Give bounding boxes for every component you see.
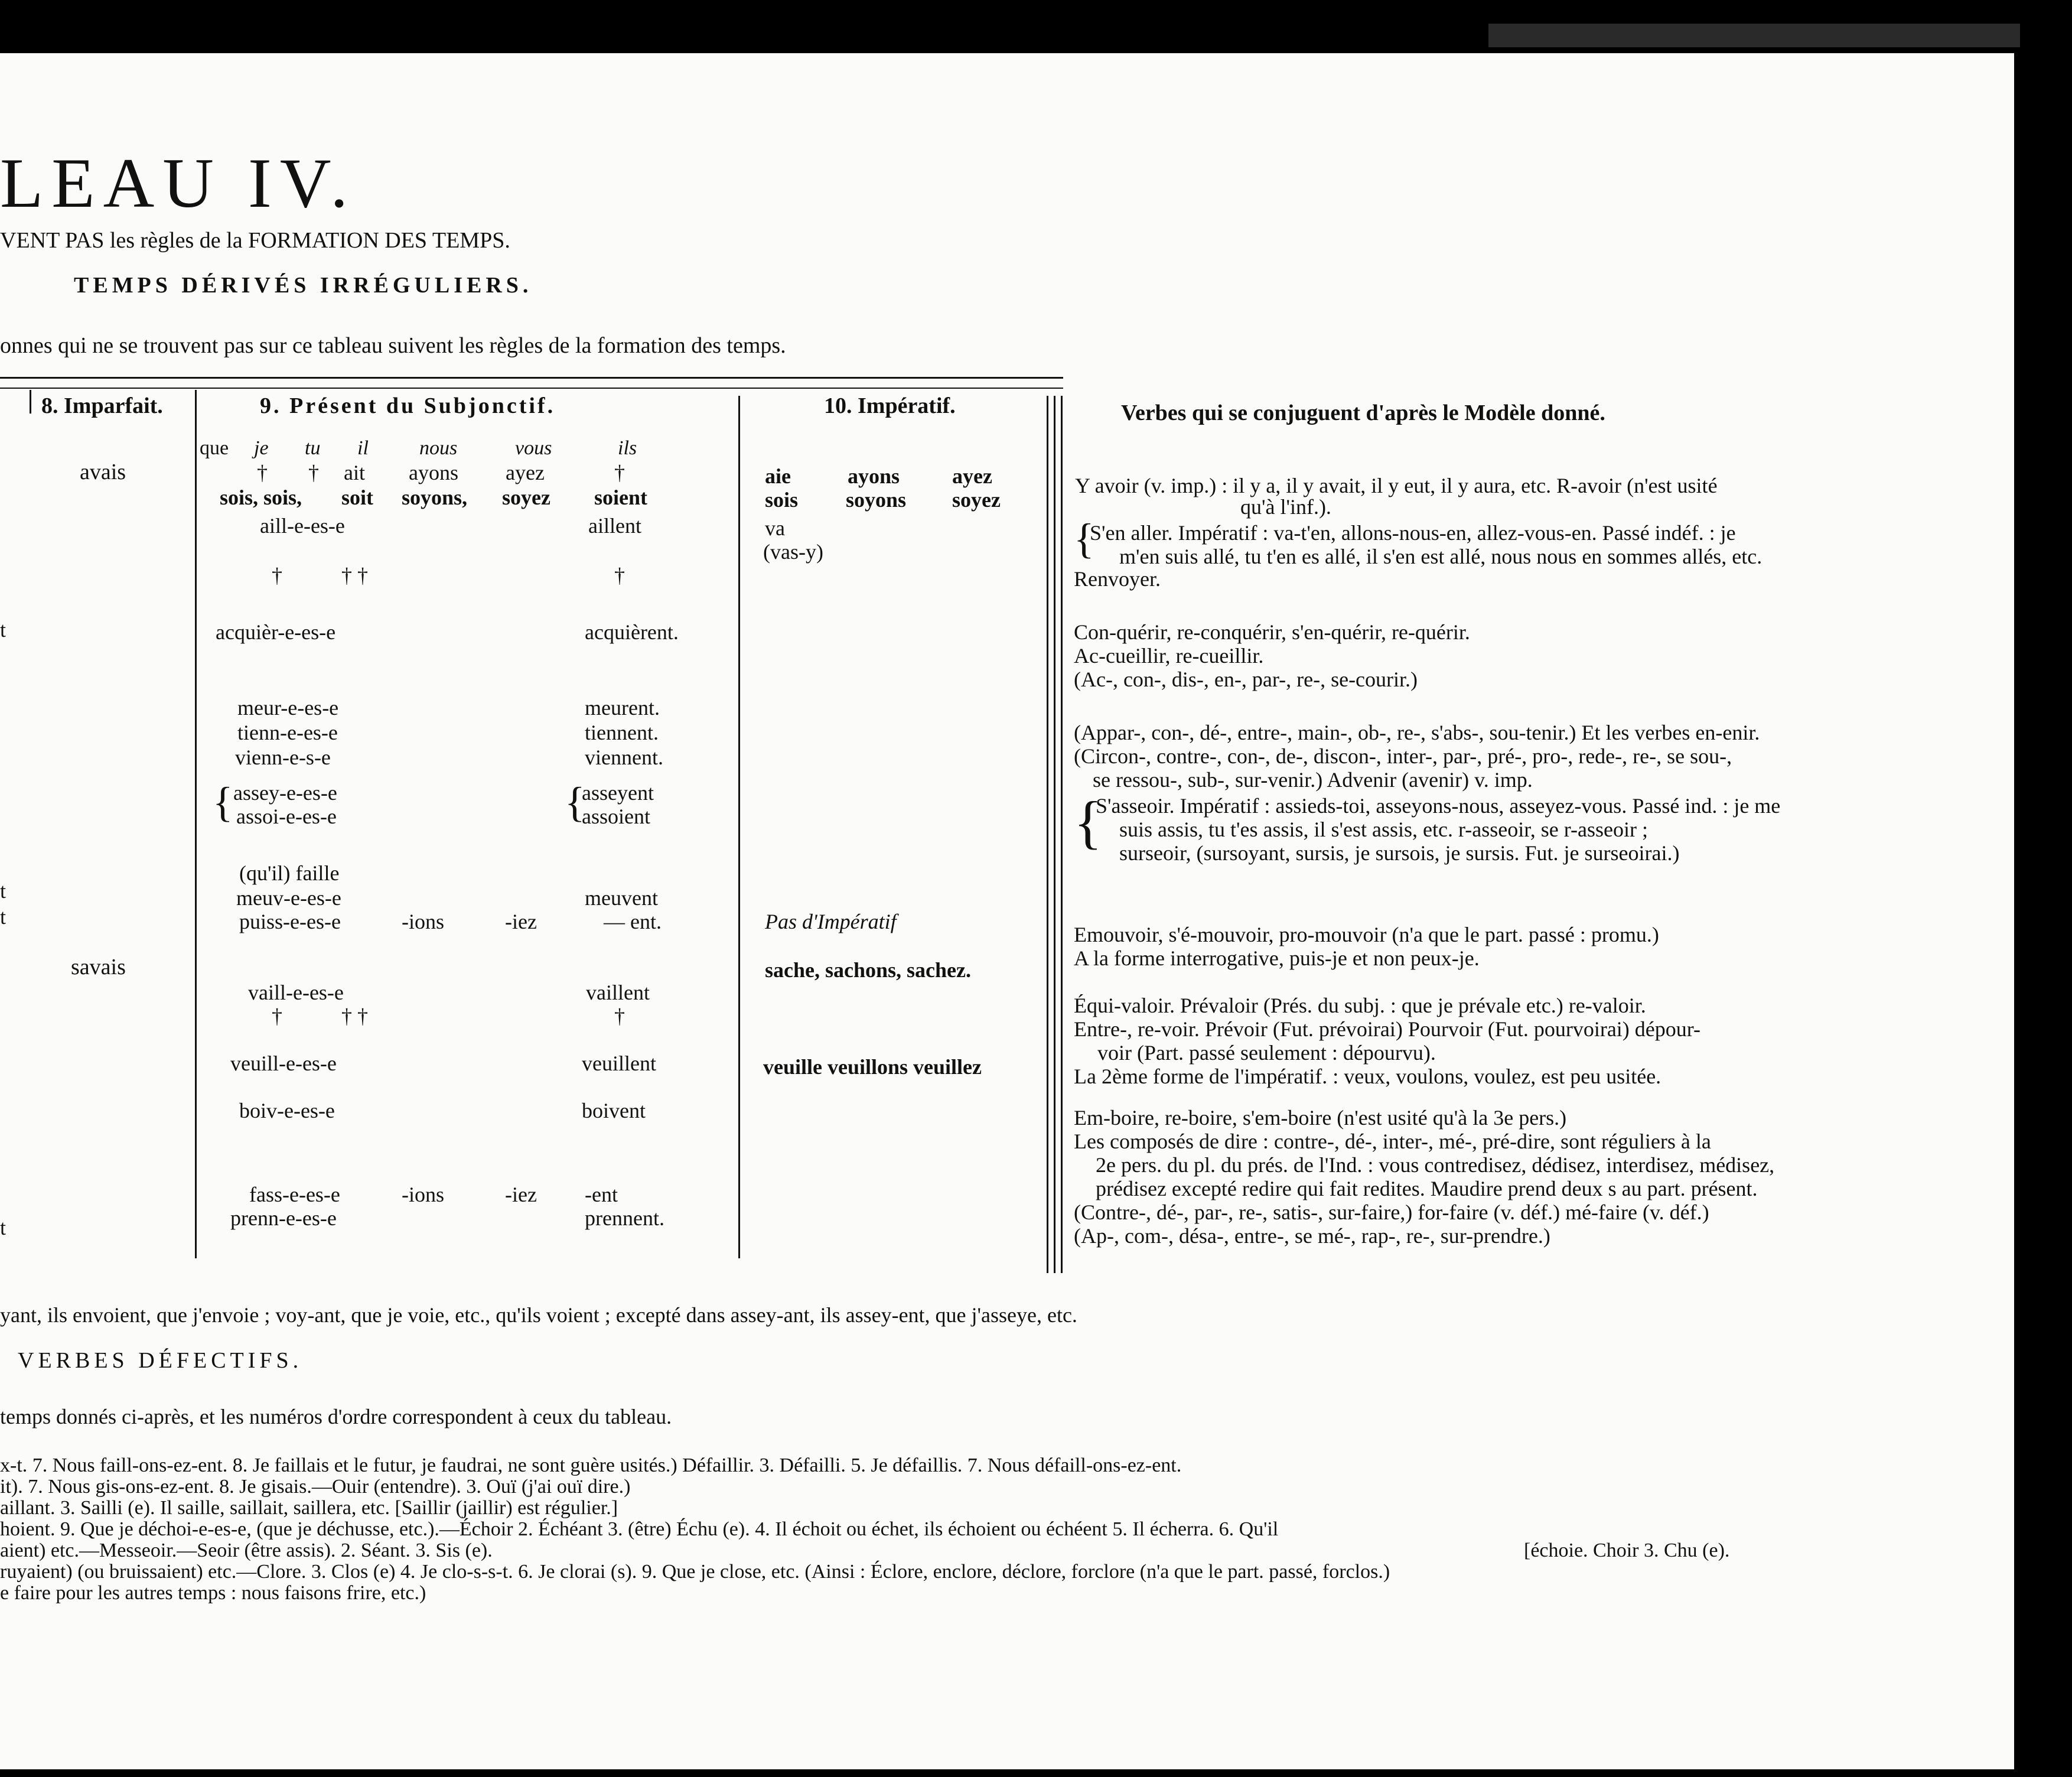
column-divider xyxy=(1047,396,1048,1273)
table-top-rule xyxy=(0,377,1063,379)
scan-edge xyxy=(1488,24,2020,47)
subj-pouvoir: puiss-e-es-e xyxy=(239,910,341,933)
verbes-line: Ac-cueillir, re-cueillir. xyxy=(1074,644,1264,668)
subj-faire: fass-e-es-e xyxy=(249,1183,340,1206)
subj-faire-ils: -ent xyxy=(585,1183,618,1206)
subj-etre-nous: soyons, xyxy=(402,486,468,509)
subj-asseoir-1-ils: asseyent xyxy=(582,781,654,805)
defectifs-line: hoient. 9. Que je déchoi-e-es-e, (que je déchusse, etc.).—Échoir 2. Échéant 3. (être) Échu (e). 4. Il échoit ou échet, ils échoient ou échéent 5. Il écherra. 6. Qu'il xyxy=(0,1518,1279,1540)
imp-aller-y: (vas-y) xyxy=(763,540,823,564)
subj-tenir: tienn-e-es-e xyxy=(237,721,338,744)
imp-etre-nous: soyons xyxy=(846,488,907,512)
subj-mouvoir-ils: meuvent xyxy=(585,886,658,910)
dagger: † † xyxy=(341,564,368,587)
verbes-line: (Circon-, contre-, con-, de-, discon-, inter-, par-, pré-, pro-, rede-, re-, se sou-, xyxy=(1074,744,1732,768)
pronoun-ils: ils xyxy=(618,437,637,459)
column-header-imperatif: 10. Impératif. xyxy=(824,393,956,418)
page-title: LEAU IV. xyxy=(0,144,357,222)
verbes-line: (Contre-, dé-, par-, re-, satis-, sur-faire,) for-faire (v. déf.) mé-faire (v. déf.) xyxy=(1074,1200,1709,1224)
subj-avoir-nous: ayons xyxy=(409,461,458,484)
brace-icon: { xyxy=(1074,789,1102,855)
imp-etre-tu: sois xyxy=(765,488,799,512)
subj-avoir-vous: ayez xyxy=(506,461,545,484)
dagger: † xyxy=(257,461,268,484)
imp-vouloir: veuille veuillons veuillez xyxy=(763,1055,982,1079)
verbes-line: se ressou-, sub-, sur-venir.) Advenir (avenir) v. imp. xyxy=(1093,768,1533,792)
pronoun-vous: vous xyxy=(515,437,552,459)
column-divider xyxy=(195,390,197,1258)
imp-etre-vous: soyez xyxy=(952,488,1001,512)
verbes-line: Entre-, re-voir. Prévoir (Fut. prévoirai) Pourvoir (Fut. pourvoirai) dépour- xyxy=(1074,1017,1701,1041)
subj-asseoir-1: assey-e-es-e xyxy=(233,781,337,805)
column-header-verbes: Verbes qui se conjuguent d'après le Modèle donné. xyxy=(1121,401,1605,425)
left-edge-fragment: t xyxy=(0,618,6,642)
verbes-line: voir (Part. passé seulement : dépourvu). xyxy=(1097,1041,1436,1065)
subj-valoir: vaill-e-es-e xyxy=(248,981,344,1004)
verbes-line: Renvoyer. xyxy=(1074,567,1161,591)
pronoun-nous: nous xyxy=(419,437,458,459)
defectifs-line: e faire pour les autres temps : nous faisons frire, etc.) xyxy=(0,1582,426,1604)
scan-speck xyxy=(729,27,734,32)
column-divider xyxy=(738,396,740,1258)
imp-pouvoir: Pas d'Impératif xyxy=(765,910,897,933)
section-heading: TEMPS DÉRIVÉS IRRÉGULIERS. xyxy=(74,273,533,298)
subj-mourir: meur-e-es-e xyxy=(237,696,339,720)
verbes-line: m'en suis allé, tu t'en es allé, il s'en est allé, nous nous en sommes allés, etc. xyxy=(1119,545,1762,568)
subj-falloir: (qu'il) faille xyxy=(239,861,340,885)
subj-vouloir: veuill-e-es-e xyxy=(230,1052,337,1075)
column-header-imparfait: 8. Imparfait. xyxy=(41,393,163,418)
subj-boire: boiv-e-es-e xyxy=(239,1099,335,1122)
verbes-line: Em-boire, re-boire, s'em-boire (n'est usité qu'à la 3e pers.) xyxy=(1074,1106,1567,1130)
column-header-subjonctif: 9. Présent du Subjonctif. xyxy=(260,393,556,418)
brace-icon: { xyxy=(1074,515,1094,562)
subj-pouvoir-vous: -iez xyxy=(505,910,537,933)
defectifs-line: it). 7. Nous gis-ons-ez-ent. 8. Je gisais.—Ouir (entendre). 3. Ouï (j'ai ouï dire.) xyxy=(0,1476,631,1498)
defectifs-line: aient) etc.—Messeoir.—Seoir (être assis). 2. Séant. 3. Sis (e). xyxy=(0,1540,493,1561)
imp-savoir: sache, sachons, sachez. xyxy=(765,958,971,982)
verbes-line: Emouvoir, s'é-mouvoir, pro-mouvoir (n'a que le part. passé : promu.) xyxy=(1074,923,1659,946)
defectifs-heading: VERBES DÉFECTIFS. xyxy=(18,1348,303,1373)
scan-speck xyxy=(1990,13,1996,21)
subj-aller-ils: aillent xyxy=(588,514,641,538)
dagger: † xyxy=(614,564,625,587)
subj-venir: vienn-e-s-e xyxy=(235,746,331,769)
imp-avoir-vous: ayez xyxy=(952,464,992,488)
verbes-line: S'asseoir. Impératif : assieds-toi, asseyons-nous, asseyez-vous. Passé ind. : je me xyxy=(1096,794,1781,818)
subj-vouloir-ils: veuillent xyxy=(582,1052,656,1075)
verbes-line: qu'à l'inf.). xyxy=(1240,495,1331,519)
verbes-line: Les composés de dire : contre-, dé-, inter-, mé-, pré-dire, sont réguliers à la xyxy=(1074,1130,1711,1153)
subj-tenir-ils: tiennent. xyxy=(585,721,659,744)
subj-faire-vous: -iez xyxy=(505,1183,537,1206)
subj-prendre: prenn-e-es-e xyxy=(230,1206,337,1230)
defectifs-line: ruyaient) (ou bruissaient) etc.—Clore. 3. Clos (e) 4. Je clo-s-s-t. 6. Je clorai (s). 9. Que je close, etc. (Ainsi : Éclore, enclore, déclore, forclore (n'a que le part. passé, forclos.) xyxy=(0,1561,1390,1583)
dagger: † xyxy=(614,461,625,484)
brace-icon: { xyxy=(565,779,585,826)
subtitle: VENT PAS les règles de la FORMATION DES TEMPS. xyxy=(0,228,510,253)
subj-asseoir-2: assoi-e-es-e xyxy=(236,805,337,828)
subj-pouvoir-ils: — ent. xyxy=(604,910,662,933)
imp-aller: va xyxy=(765,516,785,540)
verbes-line: Y avoir (v. imp.) : il y a, il y avait, il y eut, il y aura, etc. R-avoir (n'est usité xyxy=(1075,474,1718,497)
defectifs-line: aillant. 3. Sailli (e). Il saille, saillait, saillera, etc. [Saillir (jaillir) est régulier.] xyxy=(0,1497,618,1519)
pronoun-je: je xyxy=(254,437,269,459)
column-divider xyxy=(1061,396,1063,1273)
subj-boire-ils: boivent xyxy=(582,1099,646,1122)
dagger: † † xyxy=(341,1004,368,1028)
pronoun-tu: tu xyxy=(305,437,321,459)
imparfait-avoir: avais xyxy=(80,460,126,484)
verbes-line: La 2ème forme de l'impératif. : veux, voulons, voulez, est peu usitée. xyxy=(1074,1065,1661,1088)
subj-pouvoir-nous: -ions xyxy=(402,910,444,933)
subj-mouvoir: meuv-e-es-e xyxy=(236,886,341,910)
dagger: † xyxy=(272,1004,282,1028)
verbes-line: S'en aller. Impératif : va-t'en, allons-nous-en, allez-vous-en. Passé indéf. : je xyxy=(1090,521,1736,545)
subj-etre-il: soit xyxy=(341,486,373,509)
table-note: onnes qui ne se trouvent pas sur ce tableau suivent les règles de la formation des temps. xyxy=(0,333,786,358)
subj-etre-je-tu: sois, sois, xyxy=(220,486,302,509)
document-page xyxy=(0,53,2014,1769)
brace-icon: { xyxy=(213,779,233,826)
verbes-line: (Ac-, con-, dis-, en-, par-, re-, se-courir.) xyxy=(1074,668,1418,691)
subj-etre-vous: soyez xyxy=(502,486,550,509)
subj-mourir-ils: meurent. xyxy=(585,696,660,720)
subj-avoir-il: ait xyxy=(344,461,365,484)
subj-venir-ils: viennent. xyxy=(585,746,663,769)
envoyer-note: yant, ils envoient, que j'envoie ; voy-ant, que je voie, etc., qu'ils voient ; excepté dans assey-ant, ils assey-ent, que j'asseye, etc. xyxy=(0,1303,1077,1327)
subj-aller: aill-e-es-e xyxy=(260,514,345,538)
left-edge-fragment: t xyxy=(0,879,6,903)
imp-avoir-nous: ayons xyxy=(848,464,900,488)
dagger: † xyxy=(614,1004,625,1028)
defectifs-note: temps donnés ci-après, et les numéros d'ordre correspondent à ceux du tableau. xyxy=(0,1405,672,1428)
verbes-line: suis assis, tu t'es assis, il s'est assis, etc. r-asseoir, se r-asseoir ; xyxy=(1119,818,1648,841)
pronoun-que: que xyxy=(200,437,229,459)
defectifs-line: [échoie. Choir 3. Chu (e). xyxy=(1524,1540,1730,1561)
verbes-line: surseoir, (sursoyant, sursis, je sursois, je sursis. Fut. je surseoirai.) xyxy=(1119,841,1680,865)
column-divider xyxy=(30,390,31,414)
column-divider xyxy=(1054,396,1055,1273)
left-edge-fragment: t xyxy=(0,1216,6,1239)
pronoun-il: il xyxy=(357,437,369,459)
verbes-line: A la forme interrogative, puis-je et non peux-je. xyxy=(1074,946,1480,970)
subj-acquerir-ils: acquièrent. xyxy=(585,620,679,644)
imp-avoir-tu: aie xyxy=(765,464,791,488)
subj-acquerir: acquièr-e-es-e xyxy=(216,620,336,644)
subj-valoir-ils: vaillent xyxy=(586,981,650,1004)
left-edge-fragment: t xyxy=(0,905,6,929)
subj-faire-nous: -ions xyxy=(402,1183,444,1206)
defectifs-line: x-t. 7. Nous faill-ons-ez-ent. 8. Je faillais et le futur, je faudrai, ne sont guère usités.) Défaillir. 3. Défailli. 5. Je défaillis. 7. Nous défaill-ons-ez-ent. xyxy=(0,1454,1182,1476)
imparfait-savoir: savais xyxy=(71,955,126,979)
verbes-line: (Ap-, com-, désa-, entre-, se mé-, rap-, re-, sur-prendre.) xyxy=(1074,1224,1550,1248)
subj-etre-ils: soient xyxy=(594,486,647,509)
table-header-rule xyxy=(0,388,1063,389)
verbes-line: (Appar-, con-, dé-, entre-, main-, ob-, re-, s'abs-, sou-tenir.) Et les verbes en-enir. xyxy=(1074,721,1760,744)
dagger: † xyxy=(308,461,319,484)
subj-asseoir-2-ils: assoient xyxy=(582,805,650,828)
dagger: † xyxy=(272,564,282,587)
verbes-line: Con-quérir, re-conquérir, s'en-quérir, re-quérir. xyxy=(1074,620,1470,644)
verbes-line: Équi-valoir. Prévaloir (Prés. du subj. : que je prévale etc.) re-valoir. xyxy=(1074,994,1646,1017)
subj-prendre-ils: prennent. xyxy=(585,1206,664,1230)
verbes-line: prédisez excepté redire qui fait redites. Maudire prend deux s au part. présent. xyxy=(1096,1177,1758,1200)
verbes-line: 2e pers. du pl. du prés. de l'Ind. : vous contredisez, dédisez, interdisez, médisez, xyxy=(1096,1153,1775,1177)
